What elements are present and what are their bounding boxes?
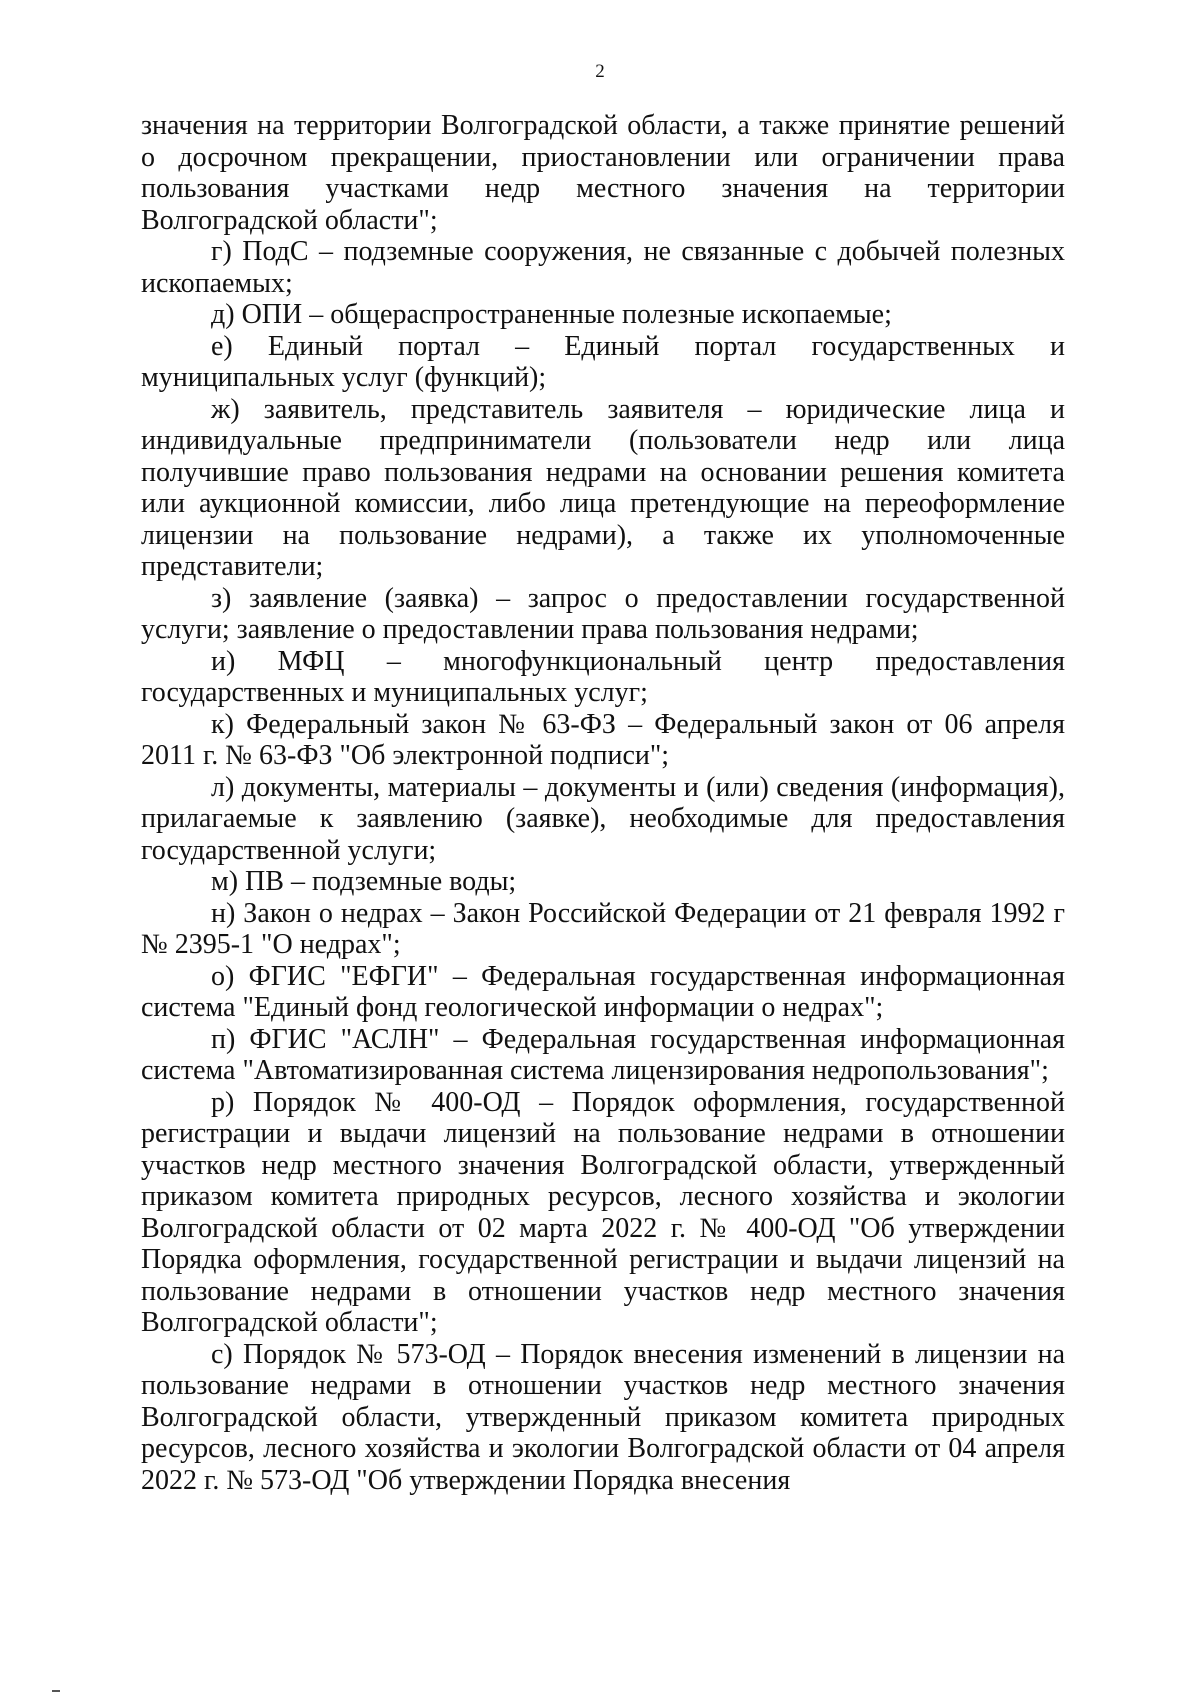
definition-k: к) Федеральный закон № 63-ФЗ – Федеральный закон от 06 апреля 2011 г. № 63-ФЗ "Об электронной подписи";	[141, 708, 1065, 771]
definition-r: р) Порядок № 400-ОД – Порядок оформления, государственной регистрации и выдачи лицензий на пользование недрами в отношении участков недр местного значения Волгоградской области, утвержденный приказом комитета природных ресурсов, лесного хозяйства и экологии Волгоградской области от 02 марта 2022 г. № 400-ОД "Об утверждении Порядка оформления, государственной регистрации и выдачи лицензий на пользование недрами в отношении участков недр местного значения Волгоградской области";	[141, 1086, 1065, 1338]
definition-i: и) МФЦ – многофункциональный центр предоставления государственных и муниципальных услуг;	[141, 645, 1065, 708]
scan-artifact	[52, 1690, 60, 1692]
page-number: 2	[595, 61, 605, 82]
definition-e: е) Единый портал – Единый портал государственных и муниципальных услуг (функций);	[141, 330, 1065, 393]
definition-o: о) ФГИС "ЕФГИ" – Федеральная государственная информационная система "Единый фонд геологической информации о недрах";	[141, 960, 1065, 1023]
definition-zh: ж) заявитель, представитель заявителя – юридические лица и индивидуальные предприниматели (пользователи недр или лица получившие право пользования недрами на основании решения комитета или аукционной комиссии, либо лица претендующие на переоформление лицензии на пользование недрами), а также их уполномоченные представители;	[141, 393, 1065, 582]
document-body	[141, 110, 1065, 1496]
definition-z: з) заявление (заявка) – запрос о предоставлении государственной услуги; заявление о предоставлении права пользования недрами;	[141, 582, 1065, 645]
definition-s: с) Порядок № 573-ОД – Порядок внесения изменений в лицензии на пользование недрами в отношении участков недр местного значения Волгоградской области, утвержденный приказом комитета природных ресурсов, лесного хозяйства и экологии Волгоградской области от 04 апреля 2022 г. № 573-ОД "Об утверждении Порядка внесения	[141, 1338, 1065, 1496]
definition-l: л) документы, материалы – документы и (или) сведения (информация), прилагаемые к заявлению (заявке), необходимые для предоставления государственной услуги;	[141, 771, 1065, 866]
paragraph-continuation: значения на территории Волгоградской области, а также принятие решений о досрочном прекращении, приостановлении или ограничении права пользования участками недр местного значения на территории Волгоградской области";	[141, 110, 1065, 236]
definition-m: м) ПВ – подземные воды;	[211, 866, 517, 897]
definition-p: п) ФГИС "АСЛН" – Федеральная государственная информационная система "Автоматизированная система лицензирования недропользования";	[141, 1023, 1065, 1086]
definition-n: н) Закон о недрах – Закон Российской Федерации от 21 февраля 1992 г № 2395-1 "О недрах";	[141, 897, 1065, 960]
definition-g: г) ПодС – подземные сооружения, не связанные с добычей полезных ископаемых;	[141, 236, 1065, 299]
definition-d: д) ОПИ – общераспространенные полезные ископаемые;	[211, 299, 892, 330]
